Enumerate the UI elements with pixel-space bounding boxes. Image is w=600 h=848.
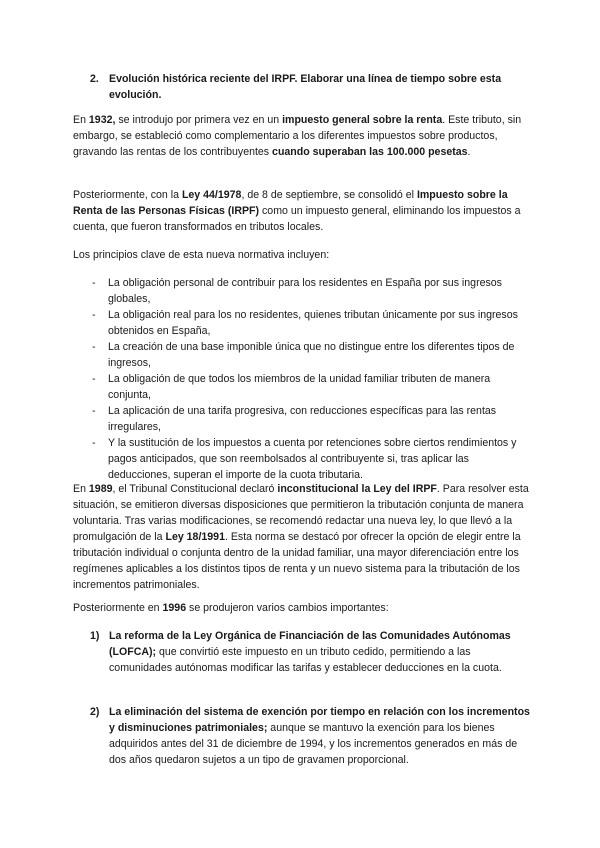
umbral-pesetas: cuando superaban las 100.000 pesetas [272,146,468,158]
change-item: 1) La reforma de la Ley Orgánica de Financiación de las Comunidades Autónomas (LOFCA); que convirtió este impuesto en un tributo cedido, permitiendo a las comunidades autónomas modificar las tarifas y establecer deducciones en la cuota. [90,630,511,674]
heading-number: 2. [90,73,99,85]
change-number: 1) [90,630,100,642]
heading-text: Evolución histórica reciente del IRPF. Elaborar una línea de tiempo sobre esta evolución. [109,73,502,101]
paragraph-1996: Posteriormente en 1996 se produjeron varios cambios importantes: [73,602,389,614]
ley-18-1991: Ley 18/1991 [165,531,225,543]
list-item: - La creación de una base imponible única que no distingue entre los diferentes tipos de ingresos, [92,341,515,369]
impuesto-general: impuesto general sobre la renta [282,114,443,126]
list-item: - La obligación real para los no residentes, quienes tributan únicamente por sus ingresos obtenidos en España, [92,309,518,337]
year-1932: 1932, [88,114,116,126]
principles-list [92,275,529,483]
list-item: - La obligación personal de contribuir para los residentes en España por sus ingresos globales, [92,277,502,305]
list-item: - La aplicación de una tarifa progresiva, con reducciones específicas para las rentas irregulares, [92,405,497,433]
year-1989: 1989 [88,483,113,495]
paragraph-1978: Posteriormente, con la Ley 44/1978, de 8 de septiembre, se consolidó el Impuesto sobre la Renta de las Personas Físicas (IRPF) como un impuesto general, eliminando los impuestos a cuenta, que fueron transformados en tributos locales. [73,189,521,233]
ley-44-1978: Ley 44/1978 [181,189,242,201]
change-item: 2) La eliminación del sistema de exención por tiempo en relación con los incrementos y disminuciones patrimoniales; aunque se mantuvo la exención para los bienes adquiridos antes del 31 de diciembre de 1994, y los incrementos generados en más de dos años quedaron sujetos a un tipo de gravamen proporcional. [90,706,530,766]
paragraph-principios: Los principios clave de esta nueva normativa incluyen: [73,249,330,261]
inconstitucional: inconstitucional la Ley del IRPF [277,483,437,495]
irpf-name: Impuesto sobre la Renta de las Personas Físicas (IRPF) [73,189,508,217]
list-item: - La obligación de que todos los miembros de la unidad familiar tributen de manera conjunta, [92,373,491,401]
year-1996: 1996 [162,602,187,614]
paragraph-1932: En 1932, se introdujo por primera vez en un impuesto general sobre la renta. Este tributo, sin embargo, se estableció como complementario a los diferentes impuestos sobre productos, gravando las rentas de los contribuyentes cuando superaban las 100.000 pesetas. [73,114,522,158]
section-heading [90,71,530,103]
list-item: - Y la sustitución de los impuestos a cuenta por retenciones sobre ciertos rendimientos y pagos anticipados, que son reembolsados al contribuyente si, tras aplicar las deducciones, superan el importe de la cuota tributaria. [92,437,517,481]
paragraph-1989: En 1989, el Tribunal Constitucional declaró inconstitucional la Ley del IRPF. Para resolver esta situación, se emitieron diversas disposiciones que permitieron la tributación conjunta de manera voluntaria. Tras varias modificaciones, se recomendó redactar una nueva ley, lo que llevó a la promulgación de la Ley 18/1991. Esta norma se destacó por ofrecer la opción de elegir entre la tributación individual o conjunta dentro de la unidad familiar, una mayor diferenciación entre los regímenes aplicables a los distintos tipos de renta y un nuevo sistema para la tributación de los incrementos patrimoniales. [73,483,529,591]
change-number: 2) [90,706,100,718]
